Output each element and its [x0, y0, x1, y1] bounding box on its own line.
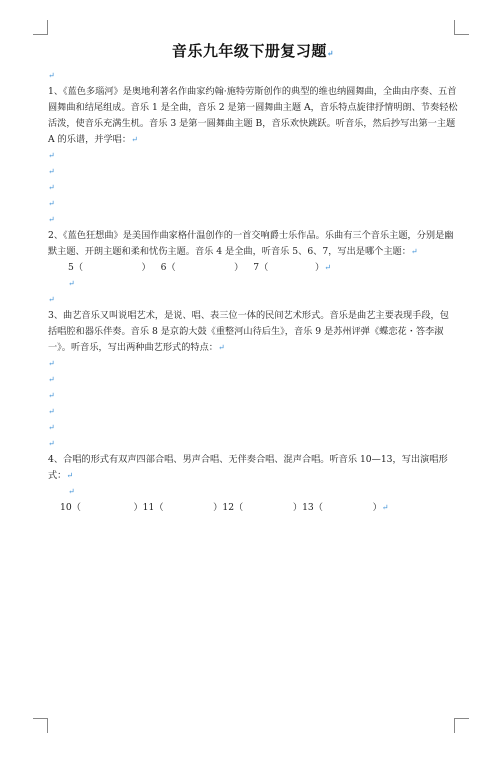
question-3-text: 3、曲艺音乐又叫说唱艺术，是说、唱、表三位一体的民间艺术形式。音乐是曲艺主要表现手段，包括唱腔和器乐伴奏。音乐 8 是京韵大鼓《重整河山待后生》，音乐 9 是苏州评弹《蝶恋花・答李淑一》。听音乐，写出两种曲艺形式的特点： — [48, 310, 449, 353]
question-1 — [48, 84, 458, 148]
paragraph-mark-icon: ↵ — [48, 183, 55, 192]
paragraph-mark-icon: ↵ — [66, 471, 74, 480]
question-1-text: 1、《蓝色多瑙河》是奥地利著名作曲家约翰·施特劳斯创作的典型的维也纳圆舞曲，全曲由序奏、五首圆舞曲和结尾组成。音乐 1 是全曲，音乐 2 是第一圆舞曲主题 A，音乐特点旋律抒情明朗、节奏轻松活泼，使音乐充满生机。音乐 3 是第一圆舞曲主题 B，音乐欢快跳跃。听音乐，然后抄写出第一主题 A 的乐谱，并学唱： — [48, 86, 458, 145]
paragraph-mark-icon: ↵ — [48, 359, 55, 368]
paragraph-mark-icon: ↵ — [217, 343, 225, 352]
document-page — [48, 40, 458, 516]
question-2-answers — [48, 260, 458, 276]
question-4 — [48, 452, 458, 484]
question-3 — [48, 308, 458, 356]
paragraph-mark-icon: ↵ — [68, 487, 75, 496]
answer-blank-5[interactable]: 5（ ） — [68, 262, 151, 273]
paragraph-mark-icon: ↵ — [48, 215, 55, 224]
paragraph-mark-icon: ↵ — [410, 247, 418, 256]
paragraph-mark-icon: ↵ — [48, 71, 55, 80]
paragraph-mark-icon: ↵ — [48, 407, 55, 416]
paragraph-mark-icon: ↵ — [326, 48, 335, 58]
answer-blank-13[interactable]: 13（ ） — [302, 502, 382, 513]
question-2-text: 2、《蓝色狂想曲》是美国作曲家格什温创作的一首交响爵士乐作品。乐曲有三个音乐主题，分别是幽默主题、开朗主题和柔和忧伤主题。音乐 4 是全曲，听音乐 5、6、7，写出是哪个主题： — [48, 230, 454, 257]
paragraph-mark-icon: ↵ — [48, 167, 55, 176]
paragraph-mark-icon: ↵ — [48, 439, 55, 448]
corner-mark-top-left — [33, 20, 48, 35]
paragraph-mark-icon: ↵ — [68, 279, 75, 288]
answer-blank-10[interactable]: 10（ ） — [60, 502, 143, 513]
paragraph-mark-icon: ↵ — [381, 503, 389, 512]
question-2 — [48, 228, 458, 260]
answer-blank-6[interactable]: 6（ ） — [160, 262, 244, 273]
question-4-text: 4、合唱的形式有双声四部合唱、男声合唱、无伴奏合唱、混声合唱。听音乐 10—13，写出演唱形式： — [48, 454, 448, 481]
paragraph-mark-icon: ↵ — [48, 391, 55, 400]
paragraph-mark-icon: ↵ — [48, 375, 55, 384]
page-title — [48, 40, 458, 62]
answer-blank-7[interactable]: 7（ ） — [253, 262, 325, 273]
corner-mark-bottom-right — [454, 718, 469, 733]
paragraph-mark-icon: ↵ — [48, 151, 55, 160]
page-title-text: 音乐九年级下册复习题 — [171, 42, 327, 60]
paragraph-mark-icon: ↵ — [324, 263, 331, 272]
answer-blank-12[interactable]: 12（ ） — [222, 502, 303, 513]
question-4-answers — [48, 500, 458, 516]
answer-blank-11[interactable]: 11（ ） — [142, 502, 223, 513]
paragraph-mark-icon: ↵ — [131, 135, 138, 144]
corner-mark-bottom-left — [33, 718, 48, 733]
corner-mark-top-right — [454, 20, 469, 35]
paragraph-mark-icon: ↵ — [48, 295, 55, 304]
paragraph-mark-icon: ↵ — [48, 199, 55, 208]
paragraph-mark-icon: ↵ — [48, 423, 55, 432]
